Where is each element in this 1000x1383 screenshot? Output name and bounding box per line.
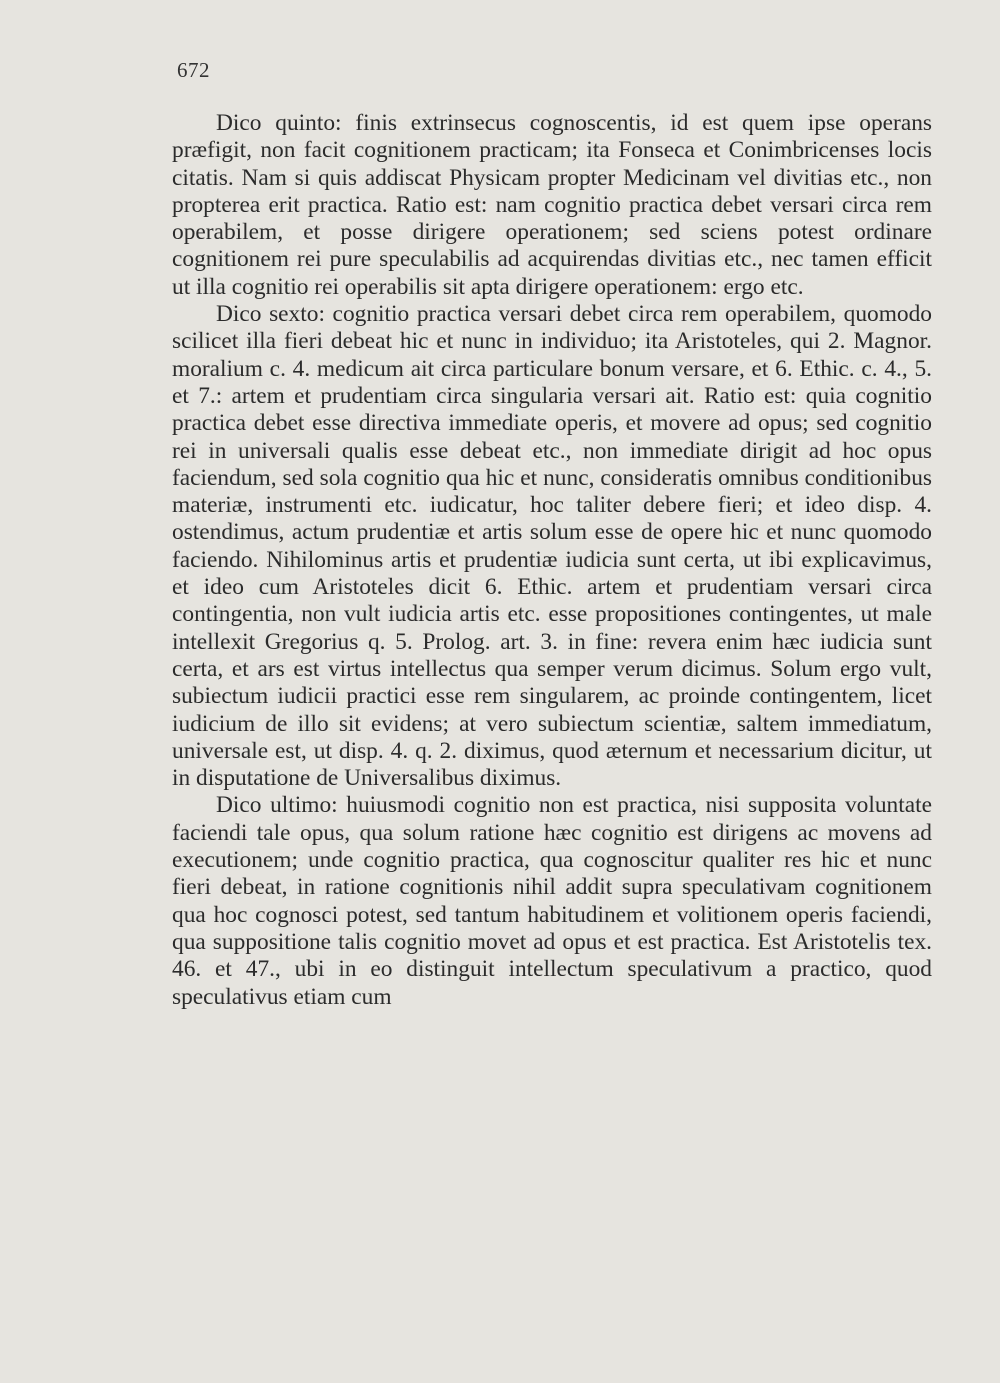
page-number: 672 — [177, 58, 210, 82]
paragraph-dico-ultimo: Dico ultimo: huiusmodi cognitio non est practica, nisi supposita voluntate faciendi tale opus, qua solum ratione hæc cognitio est dirigens ac movens ad executionem; unde cognitio practica, qua cognoscitur qualiter res hic et nunc fieri debeat, in ratione cognitionis nihil addit supra speculativam cognitionem qua hoc cognosci potest, sed tantum habitudinem et volitionem operis faciendi, qua suppositione talis cognitio movet ad opus et est practica. Est Aristotelis tex. 46. et 47., ubi in eo distinguit intellectum speculativum a practico, quod speculativus etiam cum — [172, 792, 932, 1010]
body-text — [172, 110, 932, 1011]
paragraph-dico-sexto: Dico sexto: cognitio practica versari debet circa rem operabilem, quomodo scilicet illa fieri debeat hic et nunc in individuo; ita Aristoteles, qui 2. Magnor. moralium c. 4. medicum ait circa particulare bonum versare, et 6. Ethic. c. 4., 5. et 7.: artem et prudentiam circa singularia versari ait. Ratio est: quia cognitio practica debet esse directiva immediate operis, et movere ad opus; sed cognitio rei in universali qualis esse debeat etc., non immediate dirigit ad hoc opus faciendum, sed sola cognitio qua hic et nunc, consideratis omnibus conditionibus materiæ, instrumenti etc. iudicatur, hoc taliter debere fieri; et ideo disp. 4. ostendimus, actum prudentiæ et artis solum esse de opere hic et nunc quomodo faciendo. Nihilominus artis et prudentiæ iudicia sunt certa, ut ibi explicavimus, et ideo cum Aristoteles dicit 6. Ethic. artem et prudentiam versari circa contingentia, non vult iudicia artis etc. esse propositiones contingentes, ut male intellexit Gregorius q. 5. Prolog. art. 3. in fine: revera enim hæc iudicia sunt certa, et ars est virtus intellectus qua semper verum dicimus. Solum ergo vult, subiectum iudicii practici esse rem singularem, ac proinde contingentem, licet iudicium de illo sit evidens; at vero subiectum scientiæ, saltem immediatum, universale est, ut disp. 4. q. 2. diximus, quod æternum et necessarium dicitur, ut in disputatione de Universalibus diximus. — [172, 301, 932, 792]
paragraph-dico-quinto: Dico quinto: finis extrinsecus cognoscentis, id est quem ipse operans præfigit, non facit cognitionem practicam; ita Fonseca et Conimbricenses locis citatis. Nam si quis addiscat Physicam propter Medicinam vel divitias etc., non propterea erit practica. Ratio est: nam cognitio practica debet versari circa rem operabilem, et posse dirigere operationem; sed sciens potest ordinare cognitionem rei pure speculabilis ad acquirendas divitias etc., nec tamen efficit ut illa cognitio rei operabilis sit apta dirigere operationem: ergo etc. — [172, 110, 932, 300]
